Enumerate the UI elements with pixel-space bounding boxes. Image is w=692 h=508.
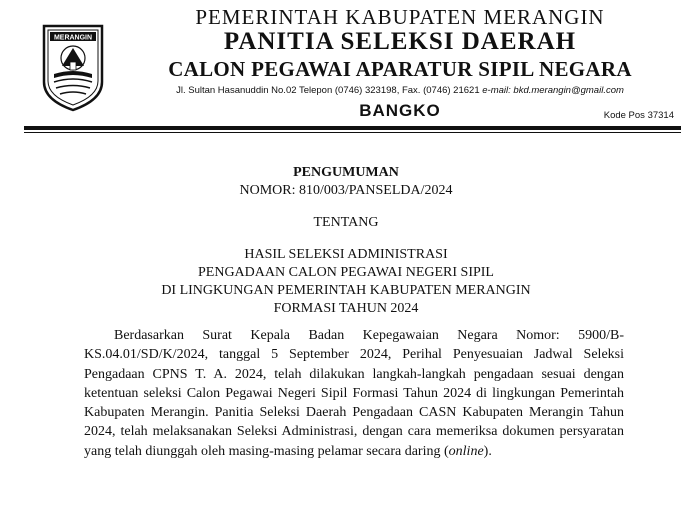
letterhead-divider-thin [24,132,681,133]
address-text: Jl. Sultan Hasanuddin No.02 Telepon (0746) 323198, Fax. (0746) 21621 [176,85,480,96]
announcement-title: PENGUMUMAN [293,165,399,180]
subject-line-4: FORMASI TAHUN 2024 [273,301,419,316]
paragraph-text: Berdasarkan Surat Kepala Badan Kepegawaian Negara Nomor: 5900/B-KS.04.01/SD/K/2024, tanggal 5 September 2024, Perihal Penyesuaian Jadwal Seleksi Pengadaan CPNS T. A. 2024, telah dilakukan langkah-langkah pengadaan sesuai dengan ketentuan seleksi Calon Pegawai Negeri Sipil Formasi Tahun 2024 di lingkungan Pemerintah Kabupaten Merangin. Panitia Seleksi Daerah Pengadaan CASN Kabupaten Merangin Tahun 2024, telah melaksanakan Seleksi Administrasi, dengan cara memeriksa dokumen persyaratan yang telah diunggah oleh masing-masing pelamar secara daring [84,328,624,459]
announcement-number: NOMOR: 810/003/PANSELDA/2024 [239,183,453,198]
postal-code: Kode Pos 37314 [603,110,674,121]
announcement-heading [0,164,692,318]
government-name: PEMERINTAH KABUPATEN MERANGIN [195,5,605,29]
email-address: bkd.merangin@gmail.com [513,85,624,96]
city-name: BANGKO [359,101,441,120]
body-paragraph [84,326,624,461]
merangin-emblem-logo [40,22,106,112]
letterhead [140,6,660,121]
address-line [140,84,660,98]
committee-subtitle: CALON PEGAWAI APARATUR SIPIL NEGARA [168,57,632,81]
logo-text: MERANGIN [53,34,93,42]
subject-line-3: DI LINGKUNGAN PEMERINTAH KABUPATEN MERANGIN [161,283,531,298]
subject-line-2: PENGADAAN CALON PEGAWAI NEGERI SIPIL [198,265,494,280]
letterhead-divider-thick [24,126,681,130]
paren-close: ). [483,443,492,459]
paren-open: ( [444,443,449,459]
email-label: e-mail: [482,85,511,96]
announcement-about: TENTANG [313,215,379,230]
subject-line-1: HASIL SELEKSI ADMINISTRASI [244,247,448,262]
committee-name: PANITIA SELEKSI DAERAH [223,28,577,55]
online-word: online [448,443,484,459]
announcement-subject [0,246,692,318]
